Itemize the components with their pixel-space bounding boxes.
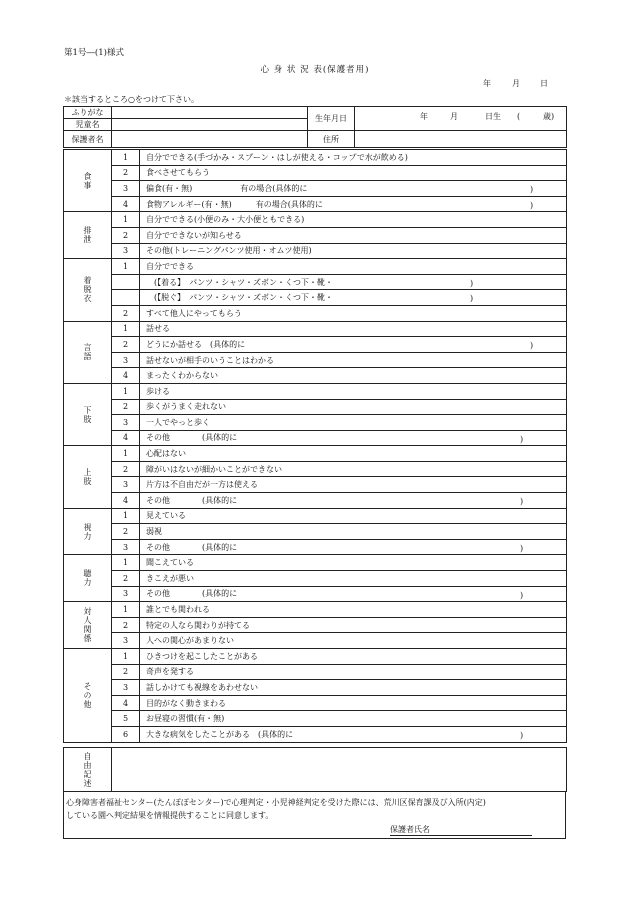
checklist-row <box>64 243 567 259</box>
item-label: まったくわからない <box>146 371 218 381</box>
checklist-row <box>64 539 567 555</box>
item-label: 食べさせてもらう <box>146 168 210 178</box>
item-label: 心配はない <box>146 449 186 459</box>
item-label: 食物アレルギー(有・無) 有の場合(具体的に <box>146 199 323 209</box>
item-label: どうにか話せる (具体的に <box>146 339 246 349</box>
item-number[interactable]: 2 <box>112 305 140 321</box>
item-number[interactable]: 3 <box>112 243 140 259</box>
close-paren: ) <box>520 543 524 553</box>
category-label: 排泄 <box>64 212 112 259</box>
item-label: 誰とでも関われる <box>146 605 210 615</box>
checklist-row <box>64 602 567 618</box>
checklist-row <box>64 711 567 727</box>
item-text[interactable] <box>140 586 567 602</box>
birthdate-label: 生年月日 <box>308 107 355 131</box>
close-paren: ) <box>520 730 524 740</box>
item-text[interactable] <box>140 617 567 633</box>
item-number[interactable]: 3 <box>112 352 140 368</box>
header-table <box>63 106 567 148</box>
checklist-row <box>64 305 567 321</box>
item-number[interactable]: 1 <box>112 446 140 462</box>
form-number: 第1号―(1)様式 <box>64 48 124 58</box>
item-label: 一人でやっと歩く <box>146 417 210 427</box>
checklist-table <box>63 149 567 743</box>
page-title: 心 身 状 況 表(保護者用) <box>260 65 370 75</box>
furigana-field[interactable] <box>112 107 308 119</box>
checklist-row <box>64 586 567 602</box>
checklist-row <box>64 181 567 197</box>
item-text[interactable] <box>140 602 567 618</box>
item-number[interactable]: 3 <box>112 415 140 431</box>
child-name-label: 児童名 <box>64 119 112 131</box>
item-label: 偏食(有・無) 有の場合(具体的に <box>146 183 308 193</box>
item-number[interactable]: 1 <box>112 150 140 166</box>
close-paren: ) <box>470 278 474 288</box>
item-text[interactable] <box>140 321 567 337</box>
item-text[interactable] <box>140 571 567 587</box>
item-label: きこえが悪い <box>146 573 194 583</box>
item-text[interactable] <box>140 305 567 321</box>
instruction-note: ＊該当するところ○をつけて下さい。 <box>64 95 199 104</box>
item-label: その他 (具体的に <box>146 589 238 599</box>
item-label: 見えている <box>146 511 186 521</box>
checklist-row <box>64 617 567 633</box>
item-number[interactable]: 1 <box>112 555 140 571</box>
item-text[interactable] <box>140 399 567 415</box>
item-text[interactable] <box>140 290 567 306</box>
item-label: 聞こえている <box>146 558 194 568</box>
checklist-row <box>64 664 567 680</box>
item-text[interactable] <box>140 477 567 493</box>
item-label: 奇声を発する <box>146 667 194 677</box>
item-label: その他 (具体的に <box>146 495 238 505</box>
category-label: 食事 <box>64 150 112 212</box>
child-name-field[interactable] <box>112 119 308 131</box>
item-number[interactable]: 2 <box>112 571 140 587</box>
checklist-row <box>64 150 567 166</box>
item-text[interactable] <box>140 165 567 181</box>
item-number[interactable]: 1 <box>112 321 140 337</box>
free-text-table <box>63 747 567 792</box>
item-number[interactable]: 1 <box>112 649 140 665</box>
date-day-label: 日 <box>540 79 548 88</box>
item-text[interactable] <box>140 415 567 431</box>
item-text[interactable] <box>140 196 567 212</box>
item-text[interactable] <box>140 711 567 727</box>
item-label: 話しかけても視線をあわせない <box>146 682 258 692</box>
birth-year-label: 年 <box>420 112 428 121</box>
item-label: 自分でできる(手づかみ・スプーン・はしが使える・コップで水が飲める) <box>146 152 408 162</box>
item-number[interactable]: 4 <box>112 368 140 384</box>
item-label: その他 (具体的に <box>146 433 238 443</box>
checklist-row <box>64 212 567 228</box>
category-label: 視力 <box>64 508 112 555</box>
item-text[interactable] <box>140 633 567 649</box>
category-label: その他 <box>64 649 112 743</box>
checklist-row <box>64 477 567 493</box>
item-number[interactable]: 4 <box>112 695 140 711</box>
checklist-row <box>64 227 567 243</box>
address-label: 住所 <box>308 131 355 148</box>
checklist-row <box>64 461 567 477</box>
birth-day-label: 日生 <box>485 112 501 121</box>
item-text[interactable] <box>140 649 567 665</box>
close-paren: ) <box>530 185 534 195</box>
checklist-row <box>64 415 567 431</box>
guardian-name-label: 保護者名 <box>64 131 112 148</box>
checklist-row <box>64 555 567 571</box>
item-text[interactable] <box>140 461 567 477</box>
item-label: 大きな病気をしたことがある (具体的に <box>146 729 294 739</box>
date-month-label: 月 <box>512 79 520 88</box>
item-label: その他(トレーニングパンツ使用・オムツ使用) <box>146 246 312 256</box>
checklist-row <box>64 493 567 509</box>
guardian-signature-field[interactable]: 保護者氏名 <box>390 826 532 836</box>
free-text-label: 自由記述 <box>64 748 112 792</box>
item-number[interactable]: 3 <box>112 181 140 197</box>
date-year-label: 年 <box>483 79 491 88</box>
item-text[interactable] <box>140 539 567 555</box>
item-number[interactable]: 2 <box>112 227 140 243</box>
checklist-row <box>64 352 567 368</box>
checklist-row <box>64 571 567 587</box>
age-label: 歳) <box>543 112 555 121</box>
item-label: 障がいはないが細かいことができない <box>146 464 282 474</box>
item-text[interactable] <box>140 227 567 243</box>
checklist-row <box>64 368 567 384</box>
item-number[interactable]: 3 <box>112 680 140 696</box>
item-number[interactable]: 4 <box>112 430 140 446</box>
category-label: 対人関係 <box>64 602 112 649</box>
item-text[interactable] <box>140 508 567 524</box>
item-label: 歩くがうまく走れない <box>146 402 226 412</box>
item-text[interactable] <box>140 695 567 711</box>
item-label: (【脱ぐ】 パンツ・シャツ・ズボン・くつ下・靴・ <box>146 293 333 303</box>
checklist-row <box>64 321 567 337</box>
item-label: 弱視 <box>146 527 162 537</box>
item-text[interactable] <box>140 524 567 540</box>
category-label: 着脱衣 <box>64 259 112 321</box>
close-paren: ) <box>520 590 524 600</box>
item-text[interactable] <box>140 243 567 259</box>
item-number[interactable] <box>112 290 140 306</box>
close-paren: ) <box>520 434 524 444</box>
checklist-row <box>64 524 567 540</box>
item-label: 人への関心があまりない <box>146 636 234 646</box>
item-text[interactable] <box>140 664 567 680</box>
item-text[interactable] <box>140 493 567 509</box>
item-number[interactable]: 5 <box>112 711 140 727</box>
checklist-row <box>64 383 567 399</box>
item-number[interactable]: 1 <box>112 508 140 524</box>
item-label: 自分でできないが知らせる <box>146 230 242 240</box>
item-text[interactable] <box>140 383 567 399</box>
item-label: (【着る】 パンツ・シャツ・ズボン・くつ下・靴・ <box>146 277 333 287</box>
consent-text-line2: している園へ判定結果を情報提供することに同意します。 <box>66 811 274 820</box>
item-number[interactable]: 3 <box>112 586 140 602</box>
item-number[interactable]: 2 <box>112 165 140 181</box>
item-number[interactable] <box>112 274 140 290</box>
item-number[interactable]: 2 <box>112 524 140 540</box>
item-text[interactable] <box>140 337 567 353</box>
item-label: お昼寝の習慣(有・無) <box>146 714 225 724</box>
item-number[interactable]: 1 <box>112 259 140 275</box>
item-label: その他 (具体的に <box>146 542 238 552</box>
checklist-row <box>64 430 567 446</box>
item-label: 自分でできる(小便のみ・大小便ともできる) <box>146 215 305 225</box>
checklist-row <box>64 695 567 711</box>
item-number[interactable]: 2 <box>112 461 140 477</box>
item-label: 片方は不自由だが一方は使える <box>146 480 258 490</box>
checklist-row <box>64 337 567 353</box>
guardian-name-field[interactable] <box>112 131 308 148</box>
category-label: 下肢 <box>64 383 112 445</box>
item-number[interactable]: 1 <box>112 602 140 618</box>
item-label: 自分でできる <box>146 261 194 271</box>
item-number[interactable]: 2 <box>112 664 140 680</box>
item-text[interactable] <box>140 150 567 166</box>
item-number[interactable]: 2 <box>112 399 140 415</box>
item-label: すべて他人にやってもらう <box>146 308 242 318</box>
checklist-row <box>64 446 567 462</box>
item-text[interactable] <box>140 212 567 228</box>
item-text[interactable] <box>140 352 567 368</box>
checklist-row <box>64 290 567 306</box>
category-label: 聴力 <box>64 555 112 602</box>
item-label: 話せないが相手のいうことはわかる <box>146 355 274 365</box>
category-label: 言語 <box>64 321 112 383</box>
item-text[interactable] <box>140 274 567 290</box>
close-paren: ) <box>530 200 534 210</box>
item-number[interactable]: 3 <box>112 477 140 493</box>
checklist-row <box>64 259 567 275</box>
item-number[interactable]: 4 <box>112 196 140 212</box>
item-text[interactable] <box>140 259 567 275</box>
item-label: 歩ける <box>146 386 170 396</box>
checklist-row <box>64 508 567 524</box>
checklist-row <box>64 649 567 665</box>
item-text[interactable] <box>140 555 567 571</box>
item-number[interactable]: 6 <box>112 726 140 742</box>
item-number[interactable]: 3 <box>112 633 140 649</box>
item-text[interactable] <box>140 726 567 742</box>
checklist-row <box>64 165 567 181</box>
item-number[interactable]: 3 <box>112 539 140 555</box>
checklist-row <box>64 196 567 212</box>
item-text[interactable] <box>140 446 567 462</box>
item-number[interactable]: 2 <box>112 617 140 633</box>
item-label: 目的がなく動きまわる <box>146 698 226 708</box>
birth-month-label: 月 <box>450 112 458 121</box>
close-paren: ) <box>470 294 474 304</box>
item-text[interactable] <box>140 680 567 696</box>
item-number[interactable]: 1 <box>112 212 140 228</box>
close-paren: ) <box>530 341 534 351</box>
item-text[interactable] <box>140 430 567 446</box>
checklist-row <box>64 633 567 649</box>
age-open-paren: ( <box>517 112 521 121</box>
item-label: ひきつけを起こしたことがある <box>146 651 258 661</box>
birthdate-field[interactable] <box>355 107 567 131</box>
consent-text-line1: 心身障害者福祉センター(たんぽぽセンター)で心理判定・小児神経判定を受けた際には、荒川区保育課及び入所(内定) <box>66 798 486 807</box>
item-label: 特定の人なら関わりが持てる <box>146 620 250 630</box>
item-text[interactable] <box>140 181 567 197</box>
item-number[interactable]: 2 <box>112 337 140 353</box>
checklist-row <box>64 680 567 696</box>
close-paren: ) <box>520 497 524 507</box>
free-text-field[interactable] <box>112 748 567 792</box>
checklist-row <box>64 726 567 742</box>
category-label: 上肢 <box>64 446 112 508</box>
item-number[interactable]: 1 <box>112 383 140 399</box>
checklist-row <box>64 274 567 290</box>
furigana-label: ふりがな <box>64 107 112 119</box>
address-field[interactable] <box>355 131 567 148</box>
checklist-row <box>64 399 567 415</box>
item-text[interactable] <box>140 368 567 384</box>
item-label: 話せる <box>146 324 170 334</box>
item-number[interactable]: 4 <box>112 493 140 509</box>
